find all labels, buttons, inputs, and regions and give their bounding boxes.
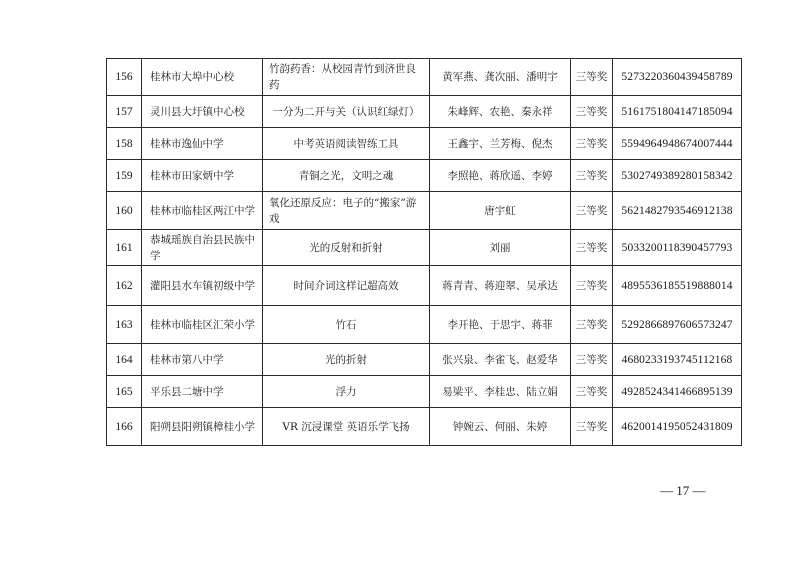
row-id: 164 [107, 344, 142, 376]
row-id: 161 [107, 230, 142, 266]
certificate-code: 5292866897606573247 [613, 306, 742, 344]
project-title: 光的折射 [263, 344, 430, 376]
table-row [107, 59, 742, 96]
certificate-code: 4680233193745112168 [613, 344, 742, 376]
row-id: 156 [107, 59, 142, 96]
table-row [107, 408, 742, 446]
row-id: 160 [107, 192, 142, 230]
table-row [107, 128, 742, 160]
author-names: 李照艳、蒋欣遥、李婷 [430, 160, 571, 192]
project-title: VR 沉浸课堂 英语乐学飞扬 [263, 408, 430, 446]
award-level: 三等奖 [571, 344, 613, 376]
certificate-code: 4620014195052431809 [613, 408, 742, 446]
author-names: 李开艳、于思宇、蒋菲 [430, 306, 571, 344]
award-table [106, 58, 742, 446]
award-level: 三等奖 [571, 128, 613, 160]
author-names: 蒋青青、蒋迎翠、吴承达 [430, 266, 571, 306]
award-level: 三等奖 [571, 192, 613, 230]
table-row [107, 344, 742, 376]
school-name: 阳朔县阳朔镇樟桂小学 [142, 408, 263, 446]
row-id: 166 [107, 408, 142, 446]
project-title: 竹石 [263, 306, 430, 344]
school-name: 平乐县二塘中学 [142, 376, 263, 408]
row-id: 157 [107, 96, 142, 128]
author-names: 刘丽 [430, 230, 571, 266]
project-title: 光的反射和折射 [263, 230, 430, 266]
school-name: 桂林市临桂区两江中学 [142, 192, 263, 230]
author-names: 黄军燕、龚次丽、潘明宇 [430, 59, 571, 96]
table-row [107, 96, 742, 128]
project-title: 氧化还原反应：电子的“搬家”游戏 [263, 192, 430, 230]
award-level: 三等奖 [571, 408, 613, 446]
project-title: 青铜之光，文明之魂 [263, 160, 430, 192]
project-title: 竹韵药香：从校园青竹到济世良药 [263, 59, 430, 96]
row-id: 163 [107, 306, 142, 344]
page-number: — 17 — [660, 483, 706, 498]
award-table-body [107, 59, 742, 446]
certificate-code: 4928524341466895139 [613, 376, 742, 408]
certificate-code: 5273220360439458789 [613, 59, 742, 96]
award-level: 三等奖 [571, 376, 613, 408]
school-name: 桂林市第八中学 [142, 344, 263, 376]
project-title: 浮力 [263, 376, 430, 408]
certificate-code: 5594964948674007444 [613, 128, 742, 160]
table-row [107, 306, 742, 344]
table-row [107, 160, 742, 192]
author-names: 易梁平、李桂忠、陆立娟 [430, 376, 571, 408]
award-level: 三等奖 [571, 266, 613, 306]
school-name: 桂林市大埠中心校 [142, 59, 263, 96]
table-row [107, 376, 742, 408]
school-name: 恭城瑶族自治县民族中学 [142, 230, 263, 266]
school-name: 灵川县大圩镇中心校 [142, 96, 263, 128]
row-id: 165 [107, 376, 142, 408]
table-row [107, 266, 742, 306]
award-level: 三等奖 [571, 306, 613, 344]
school-name: 桂林市田家炳中学 [142, 160, 263, 192]
certificate-code: 4895536185519888014 [613, 266, 742, 306]
table-row [107, 230, 742, 266]
school-name: 桂林市逸仙中学 [142, 128, 263, 160]
project-title: 中考英语阅读智练工具 [263, 128, 430, 160]
certificate-code: 5161751804147185094 [613, 96, 742, 128]
row-id: 158 [107, 128, 142, 160]
project-title: 时间介词这样记超高效 [263, 266, 430, 306]
school-name: 灌阳县水车镇初级中学 [142, 266, 263, 306]
author-names: 唐宇虹 [430, 192, 571, 230]
author-names: 钟婉云、何丽、朱婷 [430, 408, 571, 446]
author-names: 张兴泉、李雀飞、赵爱华 [430, 344, 571, 376]
certificate-code: 5033200118390457793 [613, 230, 742, 266]
project-title: 一分为二开与关（认识红绿灯） [263, 96, 430, 128]
award-level: 三等奖 [571, 160, 613, 192]
author-names: 王鑫宇、兰芳梅、倪杰 [430, 128, 571, 160]
award-level: 三等奖 [571, 96, 613, 128]
author-names: 朱峰辉、农艳、秦永祥 [430, 96, 571, 128]
award-level: 三等奖 [571, 230, 613, 266]
certificate-code: 5302749389280158342 [613, 160, 742, 192]
row-id: 159 [107, 160, 142, 192]
table-row [107, 192, 742, 230]
row-id: 162 [107, 266, 142, 306]
award-level: 三等奖 [571, 59, 613, 96]
certificate-code: 5621482793546912138 [613, 192, 742, 230]
school-name: 桂林市临桂区汇荣小学 [142, 306, 263, 344]
